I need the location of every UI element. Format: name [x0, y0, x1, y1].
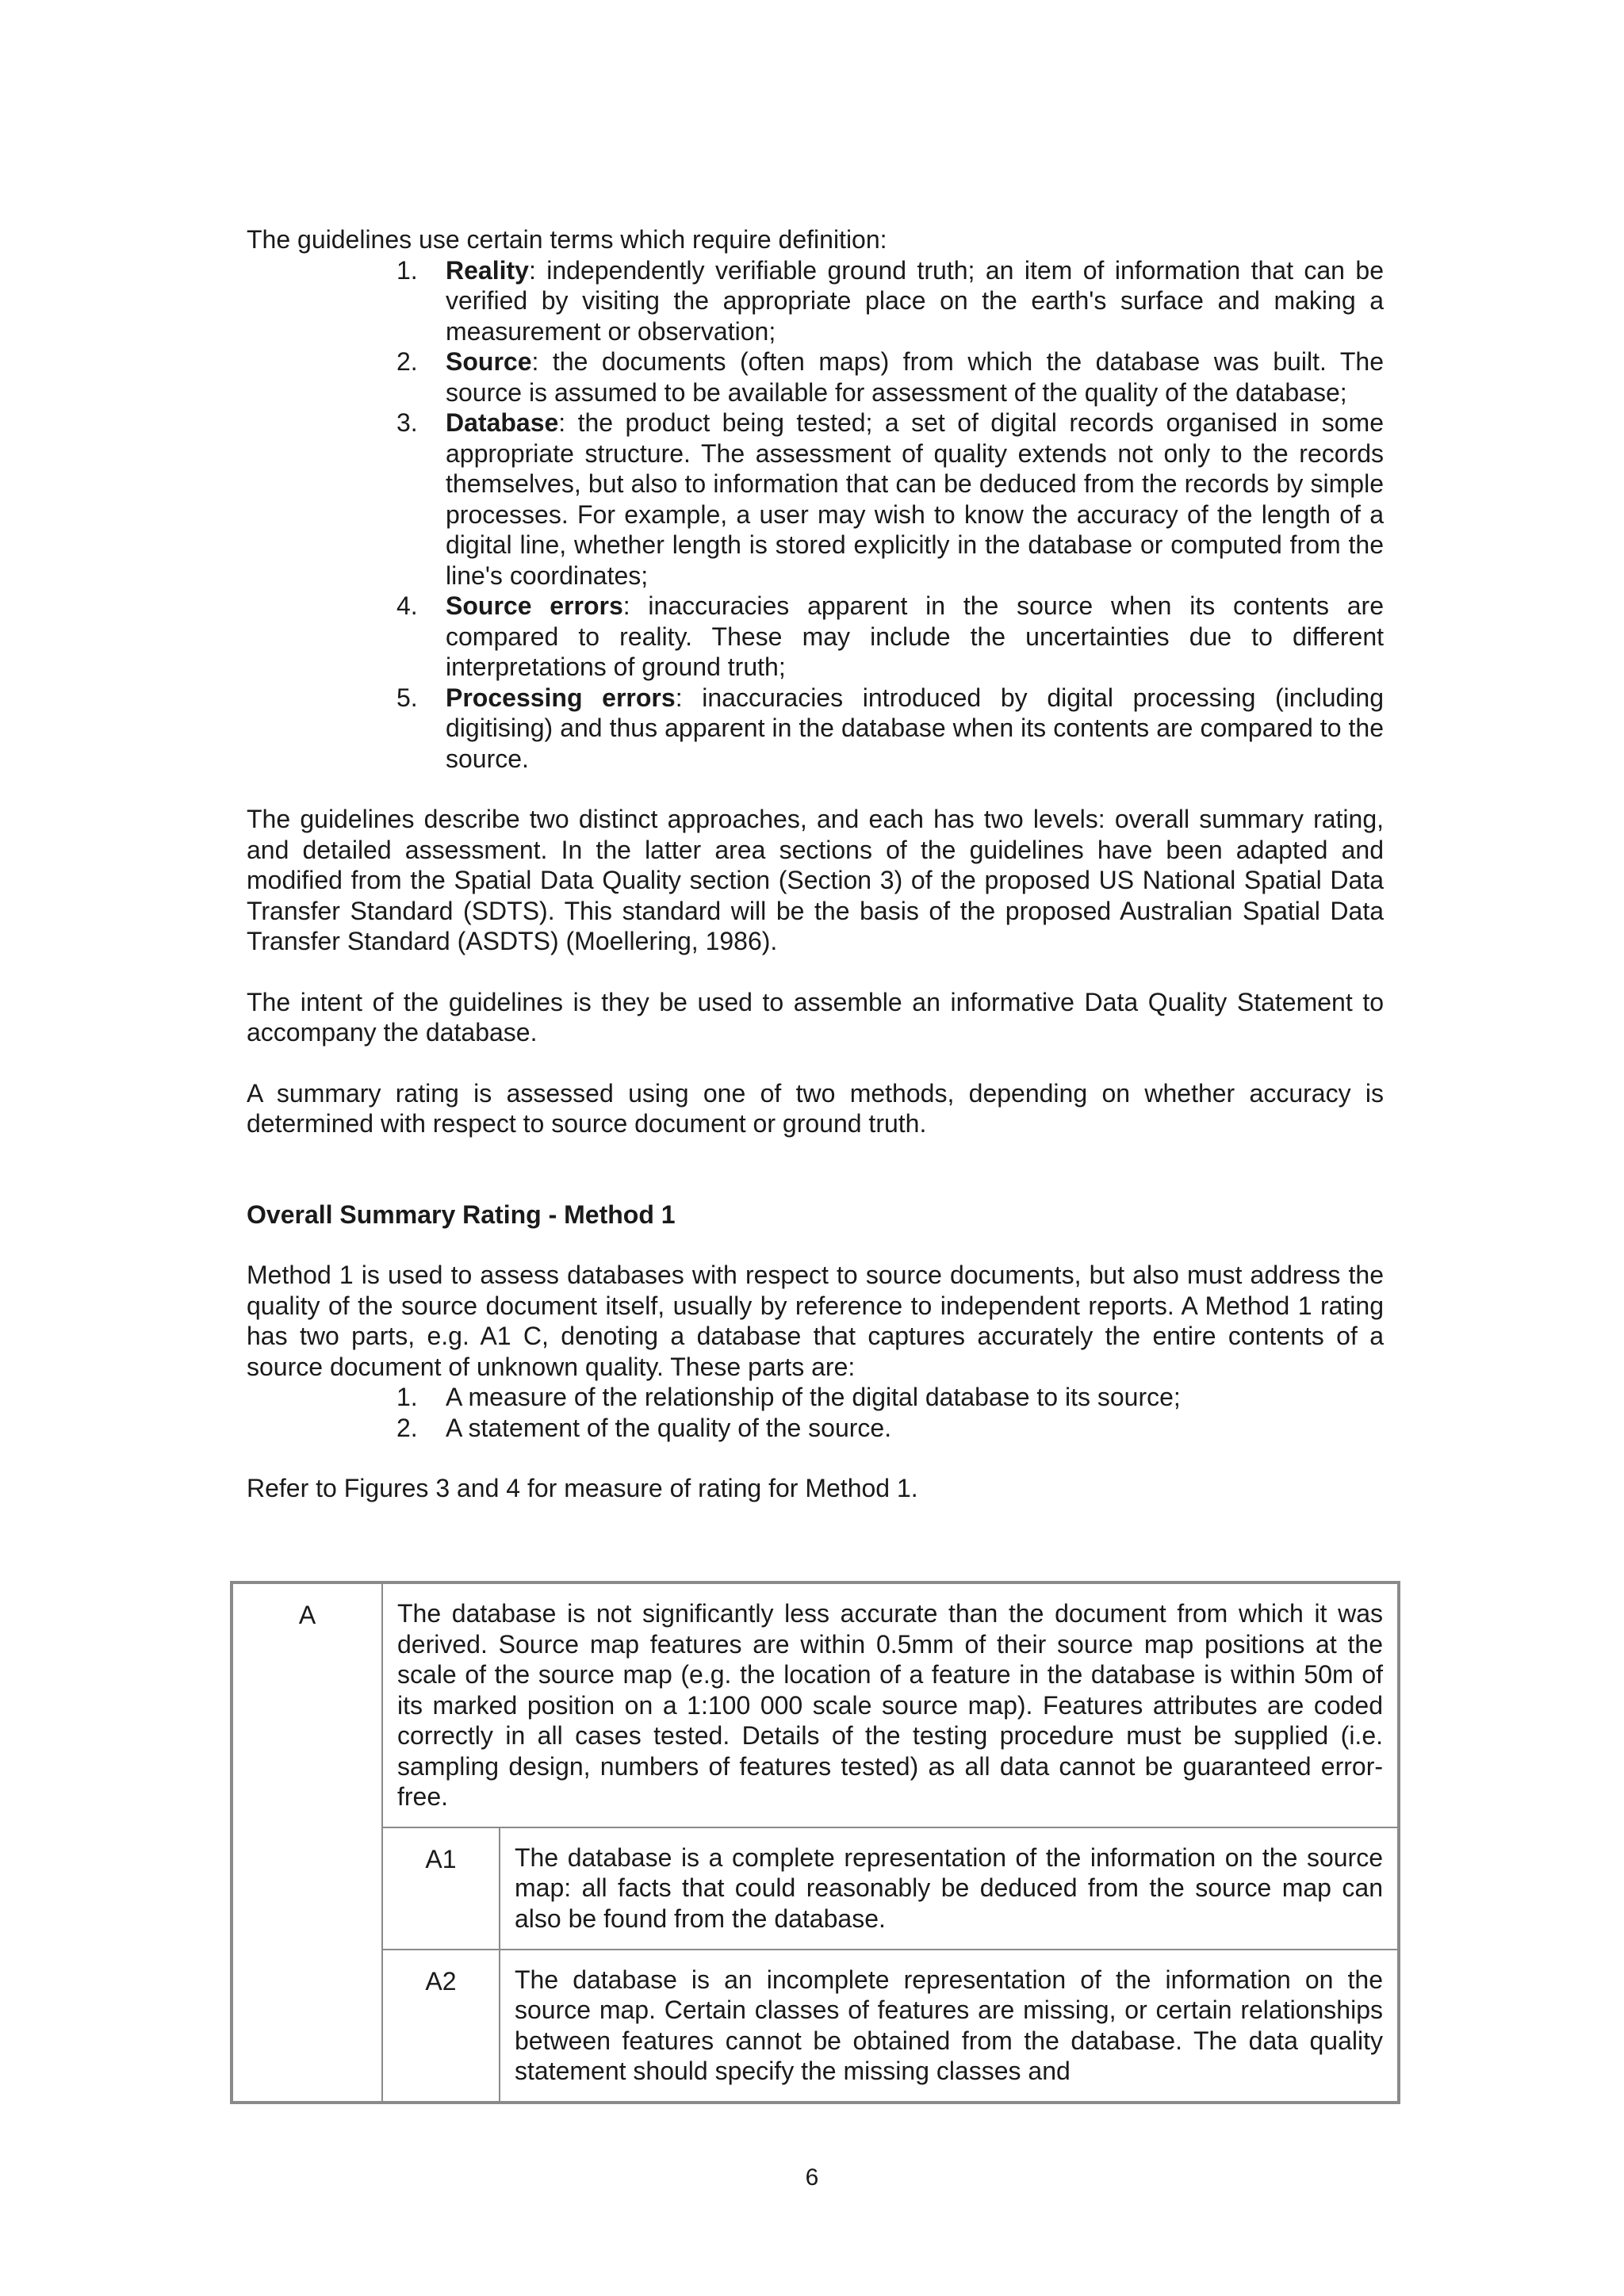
definition-item — [396, 591, 1384, 683]
table-row — [232, 1827, 1399, 1950]
definition-term: Processing errors — [446, 683, 676, 712]
list-number: 3. — [396, 408, 418, 437]
summary-paragraph: A summary rating is assessed using one of two methods, depending on whether accuracy is determined with respect to source document or ground truth. — [247, 1078, 1384, 1138]
list-number: 2. — [396, 1413, 418, 1442]
page-content — [247, 224, 1384, 1504]
definition-term: Source errors — [446, 591, 623, 620]
definition-item — [396, 683, 1384, 775]
table-row — [232, 1582, 1399, 1827]
list-number: 1. — [396, 255, 418, 285]
definition-item — [396, 255, 1384, 347]
page-number: 6 — [805, 2164, 819, 2191]
table-row — [232, 1950, 1399, 2103]
rating-code-a2: A2 — [382, 1950, 500, 2103]
definitions-list — [247, 255, 1384, 775]
intent-paragraph: The intent of the guidelines is they be used to assemble an informative Data Quality Statement to accompany the database. — [247, 987, 1384, 1047]
list-item — [396, 1382, 1384, 1413]
definition-text: : inaccuracies apparent in the source when its contents are compared to reality. These may include the uncertainties due to different interpretations of ground truth; — [446, 591, 1385, 681]
section-heading: Overall Summary Rating - Method 1 — [247, 1200, 676, 1229]
definition-text: : inaccuracies introduced by digital processing (including digitising) and thus apparent in the database when its contents are compared to the source. — [446, 683, 1385, 773]
definition-text: : independently verifiable ground truth; an item of information that can be verified by visiting the appropriate place on the earth's surface and making a measurement or observation; — [446, 255, 1384, 346]
list-number: 2. — [396, 347, 418, 376]
approaches-paragraph: The guidelines describe two distinct approaches, and each has two levels: overall summary rating, and detailed assessment. In the latter area sections of the guidelines have been adapted and modified from the Spatial Data Quality section (Section 3) of the proposed US National Spatial Data Transfer Standard (SDTS). This standard will be the basis of the proposed Australian Spatial Data Transfer Standard (ASDTS) (Moellering, 1986). — [247, 805, 1384, 955]
intro-paragraph: The guidelines use certain terms which require definition: — [247, 225, 887, 254]
rating-description-a1: The database is a complete representation of the information on the source map: all facts that could reasonably be deduced from the source map can also be found from the database. — [500, 1827, 1399, 1950]
definition-text: : the product being tested; a set of digital records organised in some appropriate structure. The assessment of quality extends not only to the records themselves, but also to information that can be deduced from the records by simple processes. For example, a user may wish to know the accuracy of the length of a digital line, whether length is stored explicitly in the database or computed from the line's coordinates; — [446, 408, 1384, 590]
list-item-text: A statement of the quality of the source. — [446, 1413, 892, 1442]
list-item-text: A measure of the relationship of the digital database to its source; — [446, 1383, 1181, 1411]
definition-item — [396, 408, 1384, 591]
method1-paragraph: Method 1 is used to assess databases with respect to source documents, but also must address the quality of the source document itself, usually by reference to independent reports. A Method 1 rating has two parts, e.g. A1 C, denoting a database that captures accurately the entire contents of a source document of unknown quality. These parts are: — [247, 1261, 1384, 1381]
refer-paragraph: Refer to Figures 3 and 4 for measure of rating for Method 1. — [247, 1474, 918, 1502]
rating-description-a: The database is not significantly less accurate than the document from which it was derived. Source map features are within 0.5mm of their source map positions at the scale of the source map (e.g. the location of a feature in the database is within 50m of its marked position on a 1:100 000 scale source map). Features attributes are coded correctly in all cases tested. Details of the testing procedure must be supplied (i.e. sampling design, numbers of features tested) as all data cannot be guaranteed error-free. — [382, 1582, 1399, 1827]
definition-text: : the documents (often maps) from which the database was built. The source is assumed to be available for assessment of the quality of the database; — [446, 347, 1384, 407]
rating-code-a1: A1 — [382, 1827, 500, 1950]
definition-term: Source — [446, 347, 532, 376]
list-number: 4. — [396, 591, 418, 620]
list-number: 5. — [396, 683, 418, 712]
method-parts-list — [247, 1382, 1384, 1443]
rating-code-a: A — [232, 1582, 382, 2103]
rating-description-a2: The database is an incomplete representation of the information on the source map. Certain classes of features are missing, or certain relationships between features cannot be obtained from the database. The data quality statement should specify the missing classes and — [500, 1950, 1399, 2103]
definition-term: Database — [446, 408, 559, 437]
rating-table — [230, 1581, 1400, 2104]
definition-term: Reality — [446, 255, 529, 285]
definition-item — [396, 346, 1384, 408]
list-number: 1. — [396, 1383, 418, 1411]
list-item — [396, 1413, 1384, 1444]
